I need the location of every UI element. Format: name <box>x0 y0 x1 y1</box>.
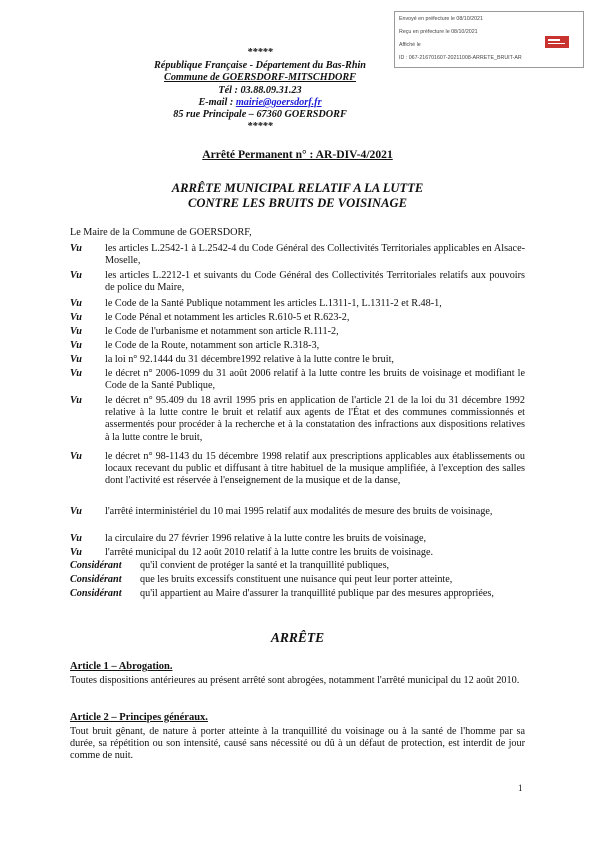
considerant-label: Considérant <box>70 574 122 585</box>
article-1-text: Toutes dispositions antérieures au présent arrêté sont abrogées, notamment l'arrêté municipal du 12 août 2010. <box>70 675 520 686</box>
header-stars-bottom: ***** <box>247 121 273 132</box>
vu-label: Vu <box>70 326 82 337</box>
prefecture-logo-icon <box>545 36 569 48</box>
vu-item <box>70 547 525 559</box>
vu-label: Vu <box>70 547 82 558</box>
considerant-item <box>70 588 525 600</box>
vu-text: l'arrêté municipal du 12 août 2010 relatif à la lutte contre les bruits de voisinage. <box>105 547 434 558</box>
article-2-text: Tout bruit gênant, de nature à porter atteinte à la tranquillité du voisinage ou à la santé de l'homme par sa durée, sa répétition ou son intensité, causé sans nécessité ou dû à un défaut de protection, est interdit de jour comme de nuit. <box>70 726 525 762</box>
email-link[interactable]: mairie@goersdorf.fr <box>235 97 322 108</box>
stamp-sent-date: Envoyé en préfecture le 08/10/2021 <box>399 16 483 22</box>
header-phone: Tél : 03.88.09.31.23 <box>218 85 302 96</box>
considerant-label: Considérant <box>70 588 122 599</box>
vu-label: Vu <box>70 354 82 365</box>
vu-text: le Code Pénal et notamment les articles R.610-5 et R.623-2, <box>105 312 350 323</box>
vu-item <box>70 451 525 488</box>
vu-label: Vu <box>70 340 82 351</box>
vu-label: Vu <box>70 506 82 517</box>
article-1-heading: Article 1 – Abrogation. <box>70 661 173 672</box>
vu-item <box>70 395 525 444</box>
vu-text: le Code de la Santé Publique notamment les articles L.1311-1, L.1311-2 et R.48-1, <box>105 298 442 309</box>
title-line-1: ARRÊTE MUNICIPAL RELATIF A LA LUTTE <box>171 181 424 195</box>
considerant-item <box>70 560 525 572</box>
vu-label: Vu <box>70 451 82 462</box>
header-stars-top: ***** <box>247 47 273 58</box>
vu-text: la loi n° 92.1444 du 31 décembre1992 relative à la lutte contre le bruit, <box>105 354 394 365</box>
email-label: E-mail : <box>198 97 236 108</box>
considerant-text: que les bruits excessifs constituent une nuisance qui peut leur porter atteinte, <box>140 574 453 585</box>
header-address: 85 rue Principale – 67360 GOERSDORF <box>173 109 347 120</box>
page-number: 1 <box>518 783 523 793</box>
vu-text: le Code de l'urbanisme et notamment son article R.111-2, <box>105 326 339 337</box>
vu-label: Vu <box>70 368 82 379</box>
vu-item <box>70 340 525 352</box>
vu-item <box>70 506 525 518</box>
vu-label: Vu <box>70 243 82 254</box>
vu-text: le décret n° 95.409 du 18 avril 1995 pris en application de l'article 21 de la loi du 31 décembre 1992 relative à la lutte contre le bruit et relatif aux agents de l'État et des communes commissionnés et assermentés pour procéder à la recherche et à la constatation des infractions aux dispositions relatives à la lutte contre le bruit, <box>105 395 525 443</box>
intro-mayor: Le Maire de la Commune de GOERSDORF, <box>70 227 252 238</box>
header-republic: République Française - Département du Bas-Rhin <box>154 60 366 71</box>
stamp-received-date: Reçu en préfecture le 08/10/2021 <box>399 29 478 35</box>
vu-text: les articles L.2212-1 et suivants du Code Général des Collectivités Territoriales relatifs aux pouvoirs de police du Maire, <box>105 270 525 294</box>
vu-text: le Code de la Route, notamment son article R.318-3, <box>105 340 320 351</box>
vu-label: Vu <box>70 298 82 309</box>
vu-item <box>70 298 525 310</box>
vu-item <box>70 243 525 267</box>
vu-label: Vu <box>70 270 82 281</box>
vu-item <box>70 270 525 294</box>
title-line-2: CONTRE LES BRUITS DE VOISINAGE <box>187 196 408 210</box>
vu-label: Vu <box>70 533 82 544</box>
vu-text: la circulaire du 27 février 1996 relative à la lutte contre les bruits de voisinage, <box>105 533 427 544</box>
decree-reference: Arrêté Permanent n° : AR-DIV-4/2021 <box>202 148 393 161</box>
vu-label: Vu <box>70 395 82 406</box>
considerant-label: Considérant <box>70 560 122 571</box>
vu-text: le décret n° 2006-1099 du 31 août 2006 relatif à la lutte contre les bruits de voisinage et modifiant le Code de la Santé Publique, <box>105 368 525 392</box>
considerant-text: qu'il appartient au Maire d'assurer la tranquillité publique par des mesures appropriées, <box>140 588 494 599</box>
considerant-item <box>70 574 525 586</box>
stamp-posted: Affiché le <box>399 42 421 48</box>
header-commune: Commune de GOERSDORF-MITSCHDORF <box>164 72 356 83</box>
vu-item <box>70 326 525 338</box>
article-2-heading: Article 2 – Principes généraux. <box>70 712 208 723</box>
considerant-text: qu'il convient de protéger la santé et la tranquillité publiques, <box>140 560 390 571</box>
arrete-heading: ARRÊTE <box>270 630 325 645</box>
vu-text: les articles L.2542-1 à L.2542-4 du Code Général des Collectivités Territoriales applicables en Alsace-Moselle, <box>105 243 525 267</box>
vu-item <box>70 312 525 324</box>
stamp-id: ID : 067-216701607-20211008-ARRETE_BRUIT-AR <box>399 55 522 61</box>
vu-item <box>70 368 525 392</box>
vu-item <box>70 533 525 545</box>
vu-item <box>70 354 525 366</box>
vu-text: le décret n° 98-1143 du 15 décembre 1998 relatif aux prescriptions applicables aux établissements ou locaux recevant du public et diffusant à titre habituel de la musique amplifiée, à l'exception des salles dont l'activité est réservée à l'enseignement de la musique et de la danse, <box>105 451 525 487</box>
vu-text: l'arrêté interministériel du 10 mai 1995 relatif aux modalités de mesure des bruits de voisinage, <box>105 506 493 517</box>
vu-label: Vu <box>70 312 82 323</box>
header-email-line <box>70 97 450 109</box>
